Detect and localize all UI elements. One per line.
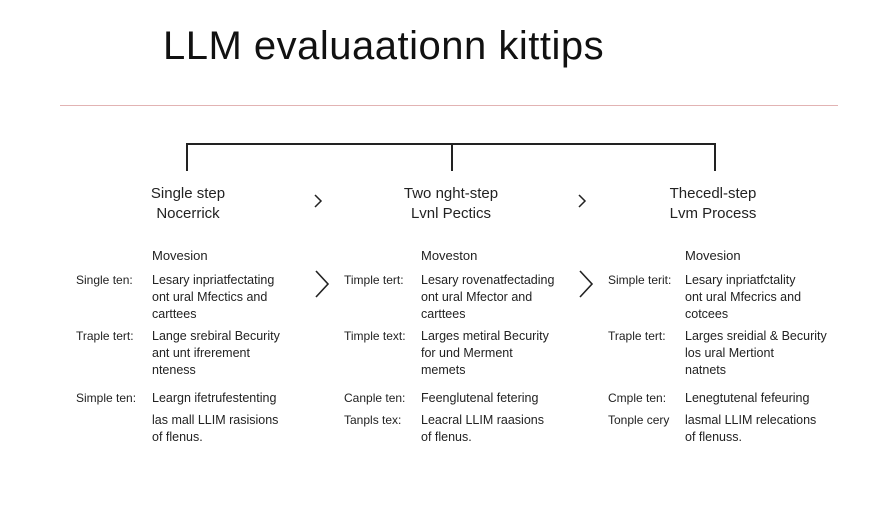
description-line: lasmal LLIM relecations xyxy=(685,413,817,427)
page-title: LLM evaluaationn kittips xyxy=(163,24,605,68)
description-line: ont ural Mfector and xyxy=(421,290,533,304)
description-line: Lesary inpriatfctality xyxy=(685,273,796,287)
description-line: Larges sreidial & Becurity xyxy=(685,329,827,343)
description-line: for und Merment xyxy=(421,346,513,360)
column-title-line: Thecedl-step xyxy=(669,185,757,202)
description-line: ont ural Mfecrics and xyxy=(685,290,802,304)
row-description xyxy=(421,390,538,407)
row-description xyxy=(421,412,544,446)
row-label: Timple tert: xyxy=(344,273,404,287)
column-3-heading: Movesion xyxy=(685,248,741,263)
row-description xyxy=(421,272,554,323)
chevron-right-icon xyxy=(314,269,330,299)
tree-connector-left xyxy=(186,143,188,171)
row-label: Tonple cery xyxy=(608,413,670,427)
divider-rule xyxy=(60,105,838,106)
description-line: of flenus. xyxy=(421,430,472,444)
row-description xyxy=(685,390,809,407)
description-line: Leacral LLIM raasions xyxy=(421,413,544,427)
chevron-right-icon xyxy=(313,194,323,208)
tree-connector-right xyxy=(714,143,716,171)
description-line: las mall LLIM rasisions xyxy=(152,413,279,427)
description-line: of flenuss. xyxy=(685,430,742,444)
description-line: Feenglutenal fetering xyxy=(421,391,539,405)
row-label: Traple tert: xyxy=(608,329,666,343)
column-title-line: Single step xyxy=(150,185,226,202)
row-label: Canple ten: xyxy=(344,391,406,405)
column-title-line: Nocerrick xyxy=(156,205,220,222)
row-label: Timple text: xyxy=(344,329,406,343)
row-label: Cmple ten: xyxy=(608,391,667,405)
description-line: Lesary rovenatfectading xyxy=(421,273,555,287)
description-line: Lange srebiral Becurity xyxy=(152,329,280,343)
row-description xyxy=(685,412,816,446)
description-line: nteness xyxy=(152,363,196,377)
column-title-line: Two nght-step xyxy=(403,185,499,202)
description-line: cotcees xyxy=(685,307,729,321)
description-line: Larges metiral Becurity xyxy=(421,329,549,343)
description-line: Leargn ifetrufestenting xyxy=(152,391,277,405)
row-description xyxy=(152,328,280,379)
column-3-title xyxy=(628,184,798,224)
description-line: of flenus. xyxy=(152,430,203,444)
column-2-heading: Moveston xyxy=(421,248,478,263)
row-description xyxy=(685,328,827,379)
description-line: Lesary inpriatfectating xyxy=(152,273,275,287)
description-line: carttees xyxy=(421,307,466,321)
row-description xyxy=(152,272,274,323)
row-label: Simple terit: xyxy=(608,273,672,287)
column-1-heading: Movesion xyxy=(152,248,208,263)
row-label: Traple tert: xyxy=(76,329,134,343)
row-label: Single ten: xyxy=(76,273,133,287)
chevron-right-icon xyxy=(577,194,587,208)
description-line: Lenegtutenal fefeuring xyxy=(685,391,810,405)
tree-connector-middle xyxy=(451,143,453,171)
description-line: natnets xyxy=(685,363,727,377)
description-line: ant unt ifrerement xyxy=(152,346,250,360)
row-description xyxy=(421,328,549,379)
column-title-line: Lvnl Pectics xyxy=(410,205,492,222)
column-title-line: Lvm Process xyxy=(669,205,757,222)
row-label: Simple ten: xyxy=(76,391,137,405)
row-description xyxy=(152,390,278,446)
description-line: memets xyxy=(421,363,466,377)
chevron-right-icon xyxy=(578,269,594,299)
column-2-title xyxy=(366,184,536,224)
column-1-title xyxy=(103,184,273,224)
description-line: ont ural Mfectics and xyxy=(152,290,268,304)
row-description xyxy=(685,272,801,323)
row-label: Tanpls tex: xyxy=(344,413,402,427)
description-line: los ural Mertiont xyxy=(685,346,774,360)
description-line: carttees xyxy=(152,307,197,321)
